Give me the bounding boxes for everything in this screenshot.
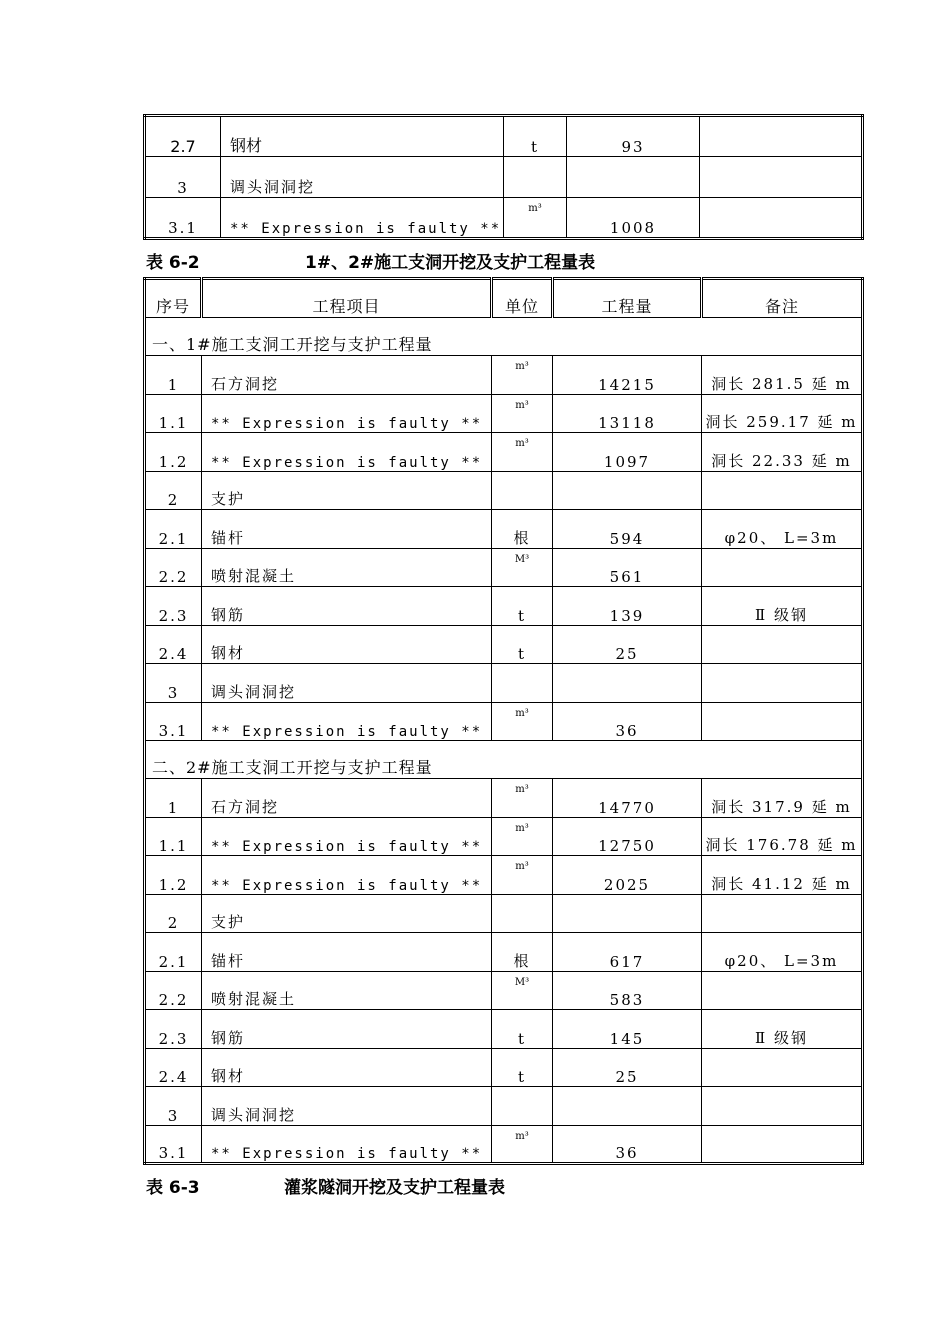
table-row: [145, 1125, 863, 1164]
header-quantity: 工程量: [553, 279, 702, 318]
table-header-row: [145, 279, 863, 318]
row-number: 2: [145, 894, 202, 933]
quantity-cell: [553, 1087, 702, 1126]
row-number: 2.2: [145, 548, 202, 587]
header-note: 备注: [702, 279, 863, 318]
item-name: 锚杆: [202, 510, 492, 549]
row-number: 3.1: [145, 1125, 202, 1164]
table-row: [145, 933, 863, 972]
row-number: 1.1: [145, 394, 202, 433]
note-cell: [702, 471, 863, 510]
unit-cell: 根: [492, 933, 553, 972]
unit-cell: t: [492, 625, 553, 664]
item-name: ** Expression is faulty **: [202, 394, 492, 433]
row-number: 3: [145, 664, 202, 703]
table-row: [145, 116, 863, 157]
row-number: 1: [145, 356, 202, 395]
quantity-cell: 93: [567, 116, 700, 157]
table-label: 表 6-3: [146, 1178, 200, 1198]
item-name: 支护: [202, 471, 492, 510]
unit-cell: t: [492, 1010, 553, 1049]
unit-cell: 根: [492, 510, 553, 549]
table-row: [145, 779, 863, 818]
quantity-cell: 561: [553, 548, 702, 587]
item-name: 钢筋: [202, 1010, 492, 1049]
unit-cell: m³: [492, 779, 553, 818]
quantity-cell: 25: [553, 625, 702, 664]
continuation-table: [143, 114, 864, 240]
table-row: [145, 1087, 863, 1126]
item-name: ** Expression is faulty **: [221, 198, 504, 239]
header-unit: 单位: [492, 279, 553, 318]
row-number: 2.2: [145, 971, 202, 1010]
unit-cell: t: [492, 1048, 553, 1087]
table-row: [145, 894, 863, 933]
note-cell: [702, 625, 863, 664]
table-row: [145, 702, 863, 741]
note-cell: [702, 971, 863, 1010]
quantity-cell: [553, 471, 702, 510]
table-row: [145, 1048, 863, 1087]
item-name: 调头洞洞挖: [221, 157, 504, 198]
row-number: 1.1: [145, 817, 202, 856]
row-number: 2.7: [145, 116, 221, 157]
unit-cell: m³: [492, 433, 553, 472]
table-row: [145, 198, 863, 239]
unit-cell: [504, 157, 567, 198]
quantity-cell: 13118: [553, 394, 702, 433]
unit-cell: t: [504, 116, 567, 157]
unit-cell: m³: [492, 356, 553, 395]
item-name: ** Expression is faulty **: [202, 817, 492, 856]
item-name: ** Expression is faulty **: [202, 1125, 492, 1164]
quantity-cell: 139: [553, 587, 702, 626]
table-row: [145, 971, 863, 1010]
item-name: 钢材: [202, 1048, 492, 1087]
note-cell: [702, 1048, 863, 1087]
quantity-cell: 2025: [553, 856, 702, 895]
quantity-cell: 36: [553, 702, 702, 741]
note-cell: [700, 198, 863, 239]
item-name: 锚杆: [202, 933, 492, 972]
table-row: [145, 856, 863, 895]
item-name: ** Expression is faulty **: [202, 433, 492, 472]
item-name: 喷射混凝土: [202, 548, 492, 587]
unit-cell: t: [492, 587, 553, 626]
table-row: [145, 548, 863, 587]
note-cell: 洞长 281.5 延 m: [702, 356, 863, 395]
note-cell: [702, 664, 863, 703]
note-cell: φ20、 L=3m: [702, 933, 863, 972]
note-cell: [702, 1125, 863, 1164]
unit-cell: [492, 1087, 553, 1126]
section-row: [145, 741, 863, 779]
note-cell: Ⅱ 级钢: [702, 1010, 863, 1049]
row-number: 1.2: [145, 856, 202, 895]
note-cell: φ20、 L=3m: [702, 510, 863, 549]
unit-cell: m³: [492, 702, 553, 741]
unit-cell: M³: [492, 548, 553, 587]
note-cell: Ⅱ 级钢: [702, 587, 863, 626]
row-number: 2.3: [145, 587, 202, 626]
row-number: 1: [145, 779, 202, 818]
unit-cell: m³: [492, 817, 553, 856]
item-name: 喷射混凝土: [202, 971, 492, 1010]
table-row: [145, 356, 863, 395]
quantity-cell: 14215: [553, 356, 702, 395]
quantity-cell: 25: [553, 1048, 702, 1087]
quantity-cell: 145: [553, 1010, 702, 1049]
row-number: 3.1: [145, 198, 221, 239]
note-cell: 洞长 176.78 延 m: [702, 817, 863, 856]
header-item: 工程项目: [202, 279, 492, 318]
table-row: [145, 471, 863, 510]
table-row: [145, 157, 863, 198]
row-number: 2.4: [145, 1048, 202, 1087]
unit-cell: [492, 471, 553, 510]
quantity-cell: 14770: [553, 779, 702, 818]
quantity-cell: 617: [553, 933, 702, 972]
quantity-cell: 594: [553, 510, 702, 549]
row-number: 2.1: [145, 933, 202, 972]
section-row: [145, 318, 863, 356]
quantity-cell: 1008: [567, 198, 700, 239]
row-number: 2.1: [145, 510, 202, 549]
table-title: 1#、2#施工支洞开挖及支护工程量表: [305, 253, 596, 273]
note-cell: 洞长 41.12 延 m: [702, 856, 863, 895]
item-name: 石方洞挖: [202, 356, 492, 395]
unit-cell: [492, 664, 553, 703]
row-number: 3.1: [145, 702, 202, 741]
note-cell: [702, 894, 863, 933]
unit-cell: [492, 894, 553, 933]
table-row: [145, 587, 863, 626]
item-name: 调头洞洞挖: [202, 1087, 492, 1126]
note-cell: 洞长 317.9 延 m: [702, 779, 863, 818]
note-cell: 洞长 259.17 延 m: [702, 394, 863, 433]
row-number: 1.2: [145, 433, 202, 472]
unit-cell: m³: [504, 198, 567, 239]
quantity-cell: 1097: [553, 433, 702, 472]
unit-cell: m³: [492, 394, 553, 433]
item-name: 石方洞挖: [202, 779, 492, 818]
item-name: 钢材: [202, 625, 492, 664]
row-number: 3: [145, 157, 221, 198]
item-name: 调头洞洞挖: [202, 664, 492, 703]
table-row: [145, 433, 863, 472]
table-row: [145, 510, 863, 549]
section-title: 一、1#施工支洞工开挖与支护工程量: [145, 318, 863, 356]
row-number: 2: [145, 471, 202, 510]
row-number: 2.3: [145, 1010, 202, 1049]
quantity-cell: [567, 157, 700, 198]
table-row: [145, 664, 863, 703]
item-name: ** Expression is faulty **: [202, 702, 492, 741]
item-name: 钢材: [221, 116, 504, 157]
quantity-cell: [553, 894, 702, 933]
note-cell: 洞长 22.33 延 m: [702, 433, 863, 472]
quantity-cell: 36: [553, 1125, 702, 1164]
row-number: 3: [145, 1087, 202, 1126]
table-row: [145, 625, 863, 664]
note-cell: [700, 116, 863, 157]
quantity-table: [143, 277, 864, 1165]
unit-cell: M³: [492, 971, 553, 1010]
unit-cell: m³: [492, 1125, 553, 1164]
table-row: [145, 817, 863, 856]
quantity-cell: [553, 664, 702, 703]
section-title: 二、2#施工支洞工开挖与支护工程量: [145, 741, 863, 779]
note-cell: [700, 157, 863, 198]
note-cell: [702, 1087, 863, 1126]
quantity-cell: 12750: [553, 817, 702, 856]
table-row: [145, 1010, 863, 1049]
note-cell: [702, 702, 863, 741]
table-label: 表 6-2: [146, 253, 200, 273]
header-number: 序号: [145, 279, 202, 318]
row-number: 2.4: [145, 625, 202, 664]
note-cell: [702, 548, 863, 587]
item-name: 钢筋: [202, 587, 492, 626]
quantity-cell: 583: [553, 971, 702, 1010]
unit-cell: m³: [492, 856, 553, 895]
item-name: ** Expression is faulty **: [202, 856, 492, 895]
item-name: 支护: [202, 894, 492, 933]
table-row: [145, 394, 863, 433]
table-title: 灌浆隧洞开挖及支护工程量表: [284, 1178, 505, 1198]
